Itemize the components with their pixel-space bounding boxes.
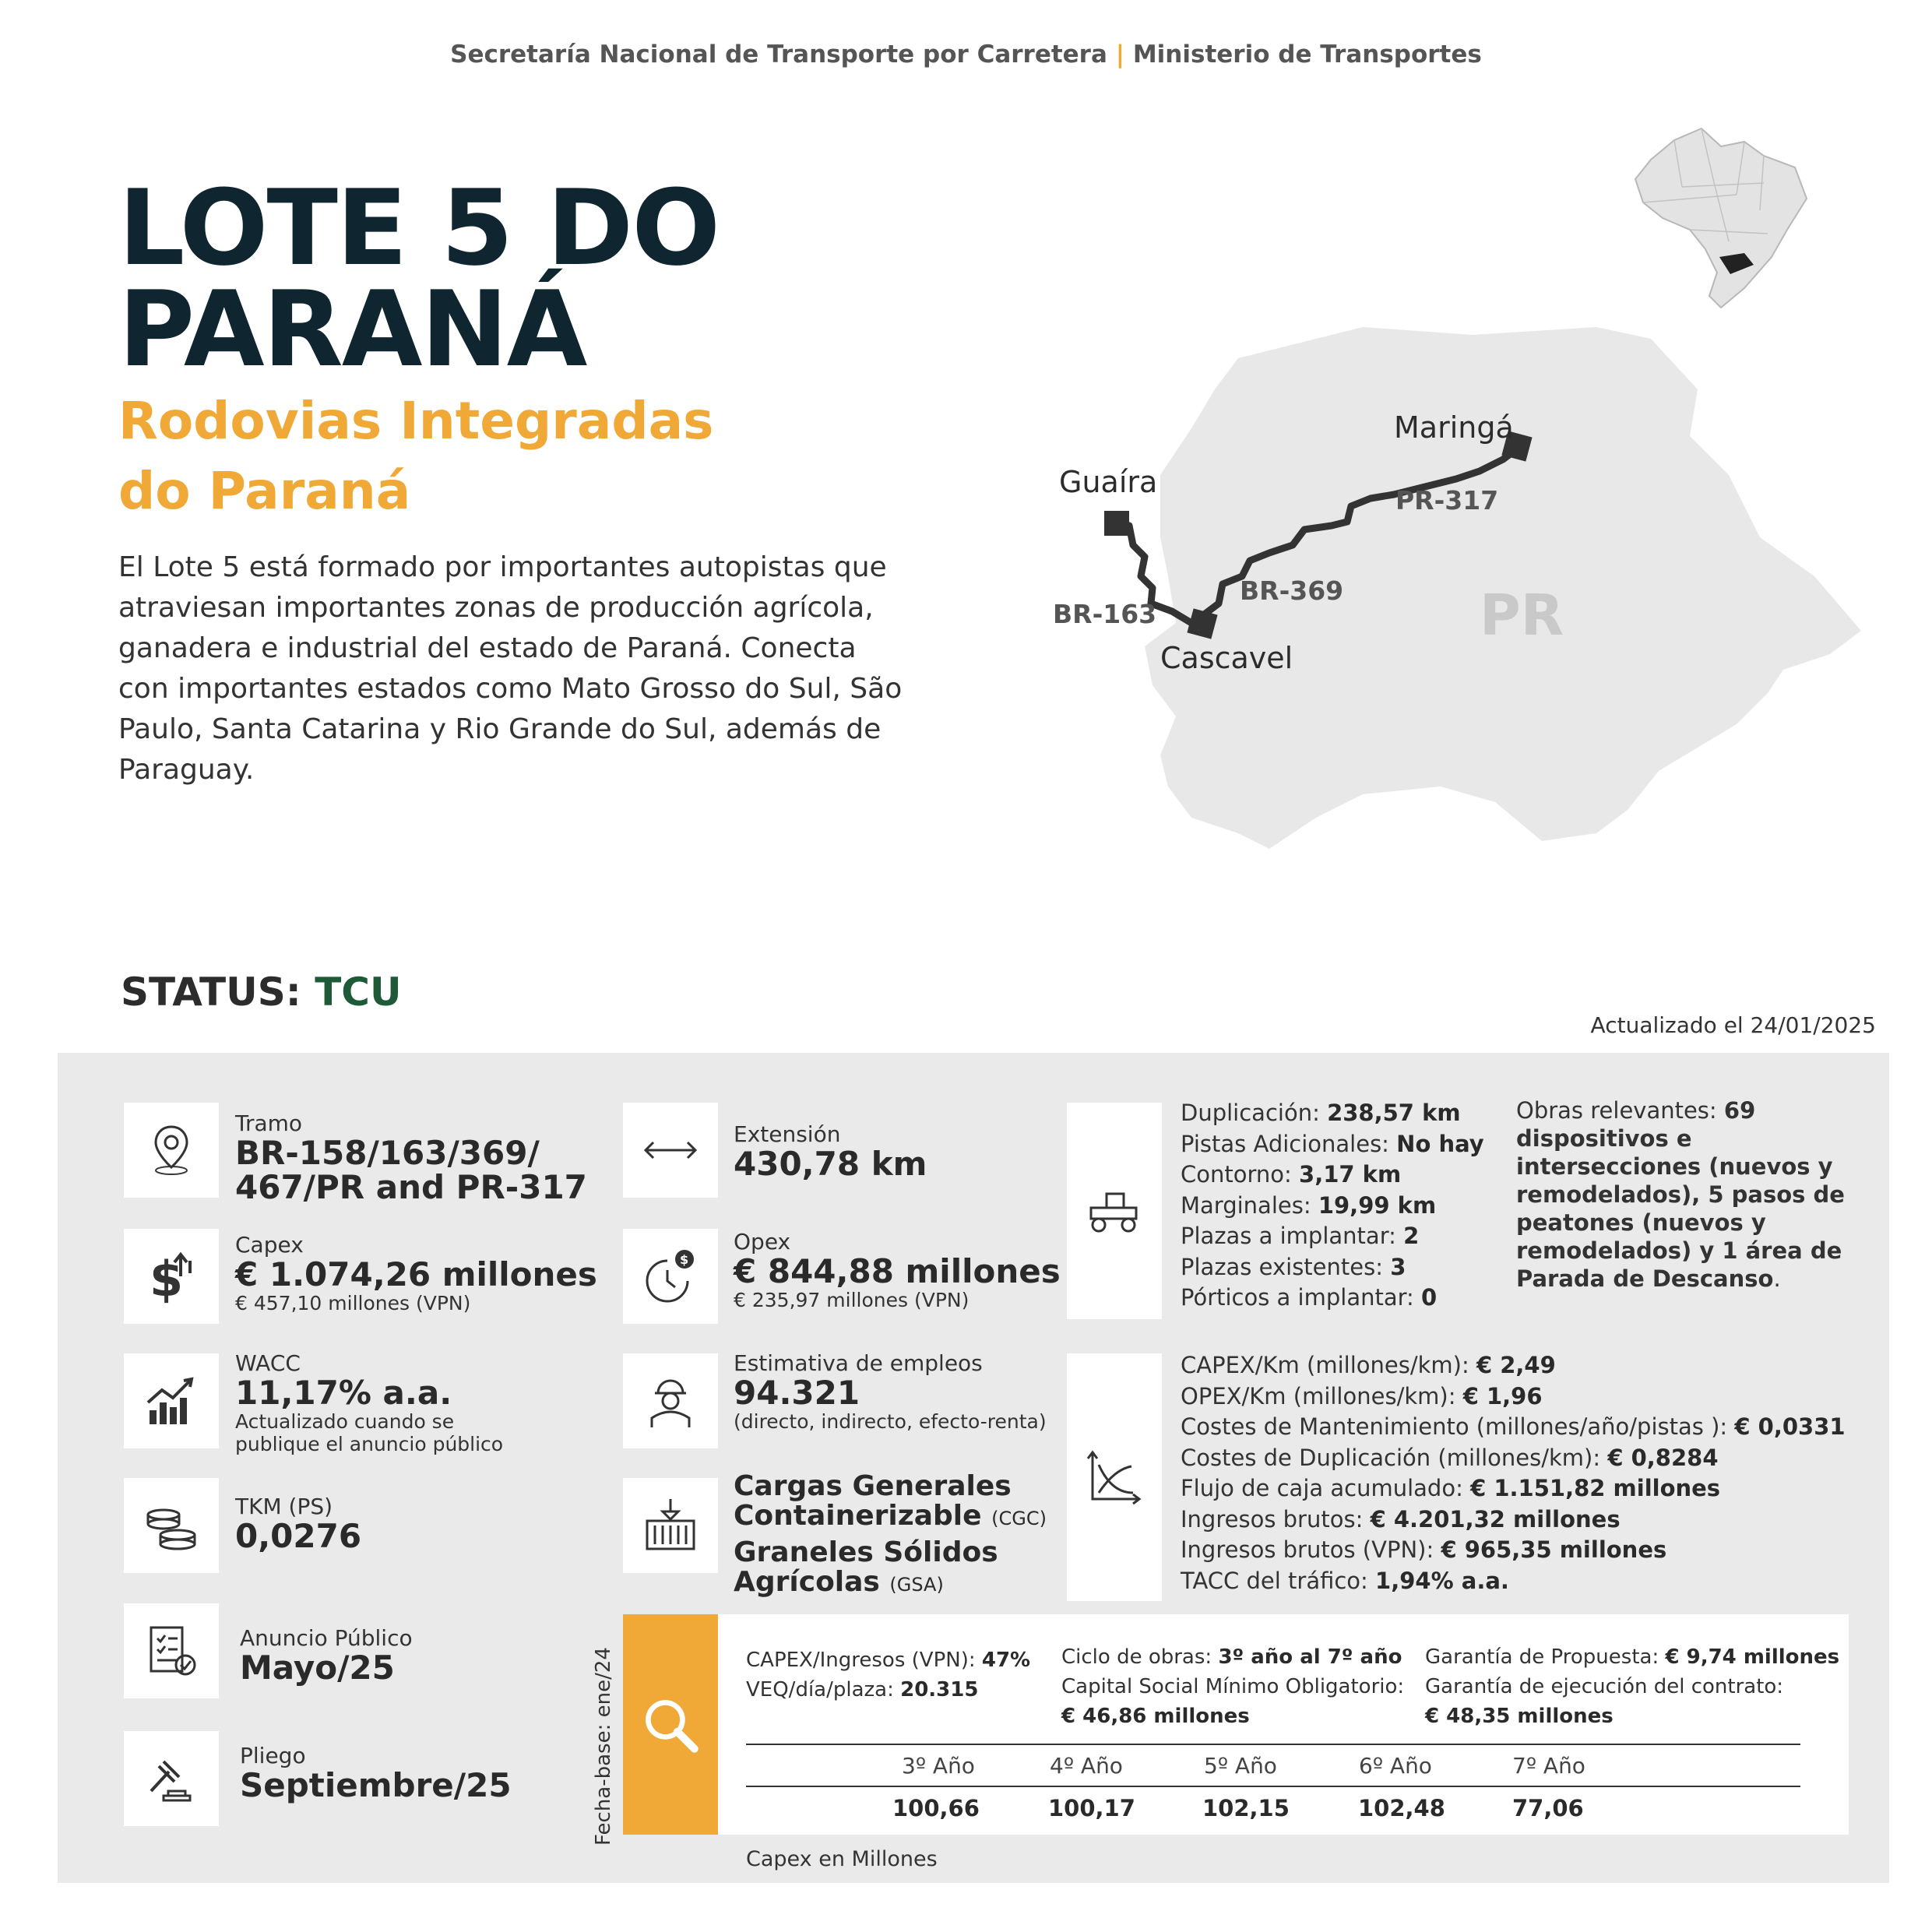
opex-card: [734, 1229, 1061, 1311]
anuncio-value: Mayo/25: [240, 1649, 395, 1687]
svg-text:$: $: [680, 1252, 689, 1267]
intro-text: El Lote 5 está formado por importantes autopistas que atraviesan importantes zonas de producción agrícola, ganadera e industrial del estado de Paraná. Conecta con importantes estados como Mato Grosso do Sul, São Paulo, Santa Catarina y Rio Grande do Sul, además de Paraguay.: [118, 551, 903, 786]
year-value: 77,06: [1512, 1795, 1584, 1821]
finance-item: Flujo de caja acumulado: € 1.151,82 millones: [1181, 1475, 1721, 1501]
status-value: TCU: [315, 970, 402, 1015]
road-br163: BR-163: [1053, 599, 1157, 629]
year-label: 7º Año: [1512, 1753, 1585, 1779]
tramo-card: [235, 1110, 587, 1205]
header-org2: Ministerio de Transportes: [1132, 40, 1482, 69]
guaira-marker: [1104, 511, 1129, 536]
svg-text:$: $: [150, 1251, 184, 1307]
cargas-line-3: Graneles Sólidos: [734, 1536, 998, 1568]
year-label: 4º Año: [1050, 1753, 1123, 1779]
state-label: PR: [1480, 582, 1564, 648]
road-br369: BR-369: [1240, 575, 1344, 606]
extension-label: Extensión: [734, 1121, 841, 1147]
summary-search-block: [623, 1614, 718, 1835]
capex-value: € 1.074,26 millones: [235, 1255, 597, 1293]
empleos-label: Estimativa de empleos: [734, 1350, 983, 1376]
cargas-line-4-code: (GSA): [889, 1574, 944, 1596]
coins-icon: [124, 1478, 219, 1573]
wacc-card: [235, 1350, 503, 1455]
tramo-value-1: BR-158/163/369/: [235, 1134, 540, 1172]
tkm-value: 0,0276: [235, 1517, 362, 1555]
opex-label: Opex: [734, 1229, 791, 1255]
capex-card: [235, 1232, 597, 1314]
empleos-sub: (directo, indirecto, efecto-renta): [734, 1410, 1047, 1433]
page-title: LOTE 5 DO PARANÁ: [118, 167, 720, 390]
header: [0, 40, 1932, 69]
capex-icon: [124, 1229, 219, 1324]
pliego-card: [240, 1743, 512, 1803]
anuncio-card: [240, 1625, 413, 1685]
obras-relevantes: Obras relevantes: 69 dispositivos e intersecciones (nuevos y remodelados), 5 pasos de peatones (nuevos y remodelados) y 1 área de Parada de Descanso.: [1516, 1097, 1845, 1292]
city-maringa: Maringá: [1394, 410, 1514, 445]
checklist-icon: [124, 1603, 219, 1698]
finance-item: Ingresos brutos: € 4.201,32 millones: [1181, 1505, 1621, 1533]
double-arrow-icon: [623, 1103, 718, 1198]
status-label: STATUS:: [121, 970, 301, 1015]
status: [121, 970, 402, 1015]
opex-value: € 844,88 millones: [734, 1252, 1061, 1290]
summary-col-3: Garantía de Propuesta: € 9,74 millones Garantía de ejecución del contrato: € 48,35 millones: [1425, 1645, 1840, 1728]
capex-note: Capex en Millones: [746, 1847, 938, 1871]
year-value: 102,15: [1202, 1795, 1290, 1821]
wacc-label: WACC: [235, 1350, 301, 1376]
summary-col-2: Ciclo de obras: 3º año al 7º año Capital Social Mínimo Obligatorio: € 46,86 millones: [1061, 1645, 1405, 1728]
cargas-card: [734, 1472, 1047, 1599]
year-label: 5º Año: [1204, 1753, 1277, 1779]
location-icon: [124, 1103, 219, 1198]
finance-list: [1181, 1350, 1846, 1596]
header-separator: |: [1115, 40, 1125, 69]
obras-item: Plazas a implantar: 2: [1181, 1223, 1420, 1249]
obras-item: Pórticos a implantar: 0: [1181, 1284, 1438, 1311]
anuncio-label: Anuncio Público: [240, 1625, 413, 1651]
tramo-label: Tramo: [235, 1110, 303, 1136]
fecha-base-label: Fecha-base: ene/24: [592, 1647, 615, 1846]
wacc-sub-2: publique el anuncio público: [235, 1433, 504, 1455]
cargas-line-2: Containerizable: [734, 1500, 982, 1532]
obras-item: Contorno: 3,17 km: [1181, 1161, 1402, 1188]
finance-item: Ingresos brutos (VPN): € 965,35 millones: [1181, 1536, 1667, 1563]
road-pr317: PR-317: [1395, 485, 1499, 516]
pliego-value: Septiembre/25: [240, 1766, 512, 1804]
obras-item: Pistas Adicionales: No hay: [1181, 1130, 1484, 1157]
wacc-value: 11,17% a.a.: [235, 1374, 452, 1412]
table-mid-rule: [746, 1786, 1800, 1787]
extension-value: 430,78 km: [734, 1145, 927, 1183]
tkm-label: TKM (PS): [235, 1494, 333, 1519]
summary-box: [623, 1614, 1849, 1835]
cargas-line-1: Cargas Generales: [734, 1470, 1012, 1502]
parana-map: [1036, 319, 1861, 849]
header-org1: Secretaría Nacional de Transporte por Carretera: [450, 40, 1107, 69]
finance-item: Costes de Mantenimiento (millones/año/pistas ): € 0,0331: [1181, 1413, 1846, 1440]
year-label: 6º Año: [1359, 1753, 1432, 1779]
city-cascavel: Cascavel: [1160, 641, 1293, 675]
finance-item: Costes de Duplicación (millones/km): € 0,8284: [1181, 1444, 1719, 1471]
empleos-value: 94.321: [734, 1374, 860, 1412]
table-top-rule: [746, 1744, 1800, 1745]
search-icon: [636, 1691, 705, 1759]
capex-label: Capex: [235, 1232, 304, 1258]
obras-item: Plazas existentes: 3: [1181, 1253, 1406, 1280]
gavel-icon: [124, 1731, 219, 1826]
container-icon: [623, 1478, 718, 1573]
year-value: 100,66: [892, 1795, 980, 1821]
opex-sub: € 235,97 millones (VPN): [734, 1289, 970, 1311]
obras-item: Marginales: 19,99 km: [1181, 1191, 1437, 1219]
brazil-map: [1628, 125, 1814, 311]
cargas-line-4: Agrícolas: [734, 1566, 880, 1598]
finance-item: CAPEX/Km (millones/km): € 2,49: [1181, 1352, 1556, 1378]
finance-item: TACC del tráfico: 1,94% a.a.: [1181, 1567, 1509, 1594]
year-label: 3º Año: [902, 1753, 975, 1779]
city-guaira: Guaíra: [1059, 465, 1158, 499]
empleos-card: [734, 1350, 1047, 1433]
worker-icon: [623, 1353, 718, 1448]
pliego-label: Pliego: [240, 1743, 306, 1768]
tramo-value-2: 467/PR and PR-317: [235, 1168, 587, 1206]
extension-card: [734, 1121, 927, 1181]
summary-col-1: CAPEX/Ingresos (VPN): 47% VEQ/día/plaza: 20.315: [746, 1649, 1031, 1701]
finance-item: OPEX/Km (millones/km): € 1,96: [1181, 1382, 1543, 1409]
wacc-sub-1: Actualizado cuando se: [235, 1410, 455, 1433]
cargas-line-2-code: (CGC): [991, 1508, 1047, 1529]
page-subtitle: Rodovias Integradas do Paraná: [118, 391, 714, 521]
roller-icon: [1067, 1103, 1162, 1319]
finance-chart-icon: [1067, 1353, 1162, 1601]
capex-sub: € 457,10 millones (VPN): [235, 1292, 471, 1314]
wacc-chart-icon: [124, 1353, 219, 1448]
year-value: 102,48: [1358, 1795, 1445, 1821]
tkm-card: [235, 1494, 361, 1554]
opex-clock-icon: [623, 1229, 718, 1324]
obras-list: [1181, 1098, 1484, 1314]
obras-item: Duplicación: 238,57 km: [1181, 1100, 1461, 1126]
year-value: 100,17: [1048, 1795, 1135, 1821]
updated-date: Actualizado el 24/01/2025: [1590, 1012, 1876, 1038]
